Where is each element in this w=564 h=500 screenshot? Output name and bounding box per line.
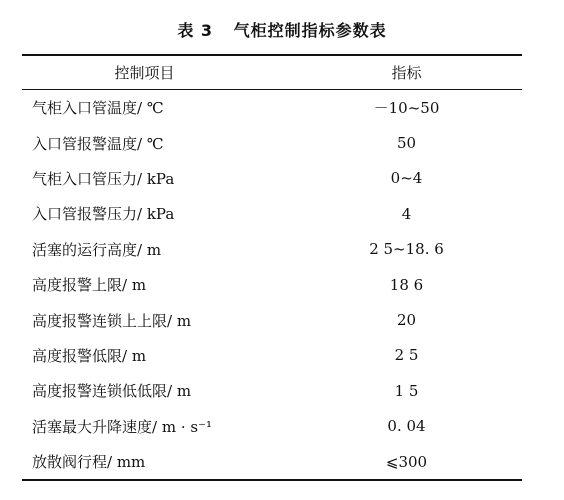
table-caption	[0, 18, 564, 41]
row-value: 4	[401, 204, 412, 223]
row-item: 入口管报警温度/ ℃	[32, 134, 164, 153]
row-item: 高度报警连锁低低限/ m	[32, 382, 192, 401]
row-item: 高度报警上限/ m	[32, 276, 147, 295]
table-row	[22, 373, 522, 408]
parameter-table	[22, 54, 522, 481]
table-row	[22, 302, 522, 337]
row-value: 50	[396, 134, 417, 153]
table-row	[22, 232, 522, 267]
row-item: 气柜入口管压力/ kPa	[32, 169, 175, 188]
table-row	[22, 90, 522, 126]
row-item: 高度报警连锁上上限/ m	[32, 311, 192, 330]
row-item: 活塞最大升降速度/ m · s⁻¹	[32, 417, 212, 436]
row-item: 高度报警低限/ m	[32, 346, 147, 365]
row-value: 20	[396, 311, 417, 330]
row-value: 0. 04	[387, 417, 426, 436]
table-row	[22, 125, 522, 160]
table-row	[22, 196, 522, 231]
table-row	[22, 161, 522, 196]
row-item: 气柜入口管温度/ ℃	[32, 99, 164, 118]
row-value: 0~4	[390, 169, 423, 188]
row-value: －10~50	[373, 99, 440, 118]
header-control-item: 控制项目	[114, 64, 175, 82]
row-value: 18 6	[389, 275, 424, 294]
row-value: 2 5	[394, 346, 419, 365]
table-row	[22, 267, 522, 302]
table-row	[22, 409, 522, 444]
header-indicator: 指标	[391, 64, 422, 82]
row-value: ⩽300	[385, 452, 428, 471]
row-value: 1 5	[394, 381, 419, 400]
row-item: 放散阀行程/ mm	[32, 453, 146, 472]
table-header-row	[22, 55, 522, 90]
row-value: 2 5~18. 6	[369, 240, 444, 259]
table-title: 气柜控制指标参数表	[233, 21, 387, 40]
row-item: 入口管报警压力/ kPa	[32, 205, 175, 224]
row-item: 活塞的运行高度/ m	[32, 240, 162, 259]
table-number: 表 3	[177, 21, 214, 40]
parameter-table-container	[22, 54, 522, 481]
table-row	[22, 338, 522, 373]
table-row	[22, 444, 522, 480]
